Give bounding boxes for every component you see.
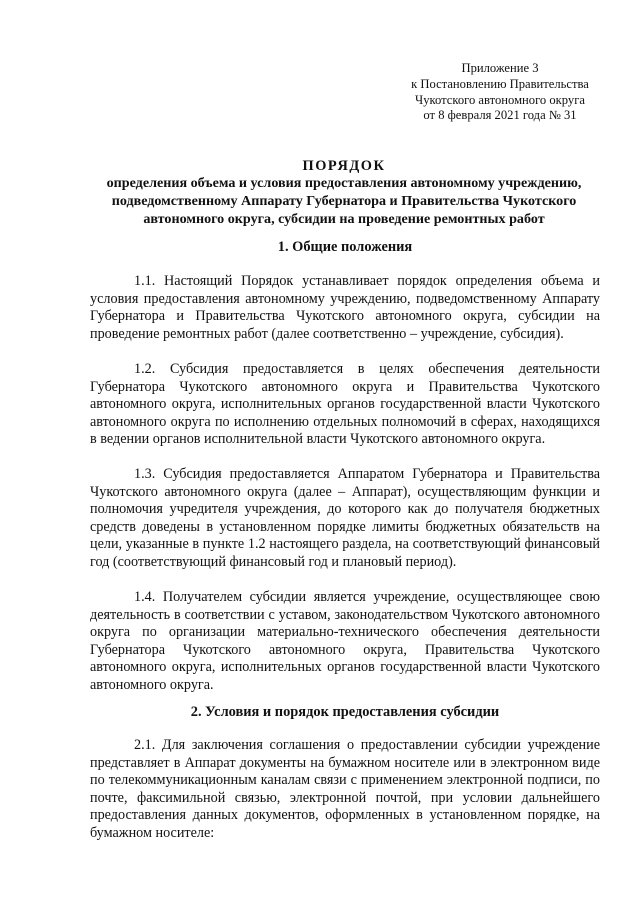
section-heading-general: 1. Общие положения — [277, 239, 413, 255]
paragraph-1-2: 1.2. Субсидия предоставляется в целях обеспечения деятельности Губернатора Чукотского автономного округа и Правительства Чукотского автономного округа, исполнительных органов государственной власти Чукотского автономного округа по исполнению отдельных полномочий в сферах, находящихся в ведении органов исполнительной власти Чукотского автономного округа. — [90, 361, 600, 448]
paragraph-1-3: 1.3. Субсидия предоставляется Аппаратом Губернатора и Правительства Чукотского автономного округа (далее – Аппарат), осуществляющим функции и полномочия учредителя учреждения, до которого как до получателя бюджетных средств доведены в установленном порядке лимиты бюджетных обязательств на цели, указанные в пункте 1.2 настоящего раздела, на соответствующий финансовый год (соответствующий финансовый год и плановый период). — [90, 466, 600, 570]
appendix-line: Приложение 3 — [461, 61, 539, 75]
subtitle-line: подведомственному Аппарату Губернатора и Правительства Чукотского — [111, 193, 577, 209]
subtitle-line: автономного округа, субсидии на проведение ремонтных работ — [143, 211, 545, 227]
appendix-line: Чукотского автономного округа — [415, 92, 585, 107]
paragraph-1-4: 1.4. Получателем субсидии является учреждение, осуществляющее свою деятельность в соответствии с уставом, законодательством Чукотского автономного округа по организации материально-технического обеспечения деятельности Губернатора Чукотского автономного округа, Правительства Чукотского автономного округа, исполнительных органов государственной власти Чукотского автономного округа. — [90, 589, 600, 693]
appendix-block — [380, 61, 620, 124]
document-title: ПОРЯДОК — [302, 158, 386, 174]
appendix-line: к Постановлению Правительства — [411, 76, 589, 91]
section-heading-conditions: 2. Условия и порядок предоставления субсидии — [190, 704, 500, 720]
subtitle-line: определения объема и условия предоставления автономному учреждению, — [106, 175, 582, 191]
paragraph-2-1: 2.1. Для заключения соглашения о предоставлении субсидии учреждение представляет в Аппарат документы на бумажном носителе или в электронном виде по телекоммуникационным каналам связи с применением электронной подписи, по почте, факсимильной связью, электронной почтой, при условии дальнейшего предоставления данных документов, оформленных в установленном порядке, на бумажном носителе: — [90, 737, 600, 841]
document-subtitle — [90, 174, 598, 228]
paragraph-1-1: 1.1. Настоящий Порядок устанавливает порядок определения объема и условия предоставления автономному учреждению, подведомственному Аппарату Губернатора и Правительства Чукотского автономного округа, субсидии на проведение ремонтных работ (далее соответственно – учреждение, субсидия). — [90, 273, 600, 342]
appendix-line: от 8 февраля 2021 года № 31 — [423, 108, 577, 123]
